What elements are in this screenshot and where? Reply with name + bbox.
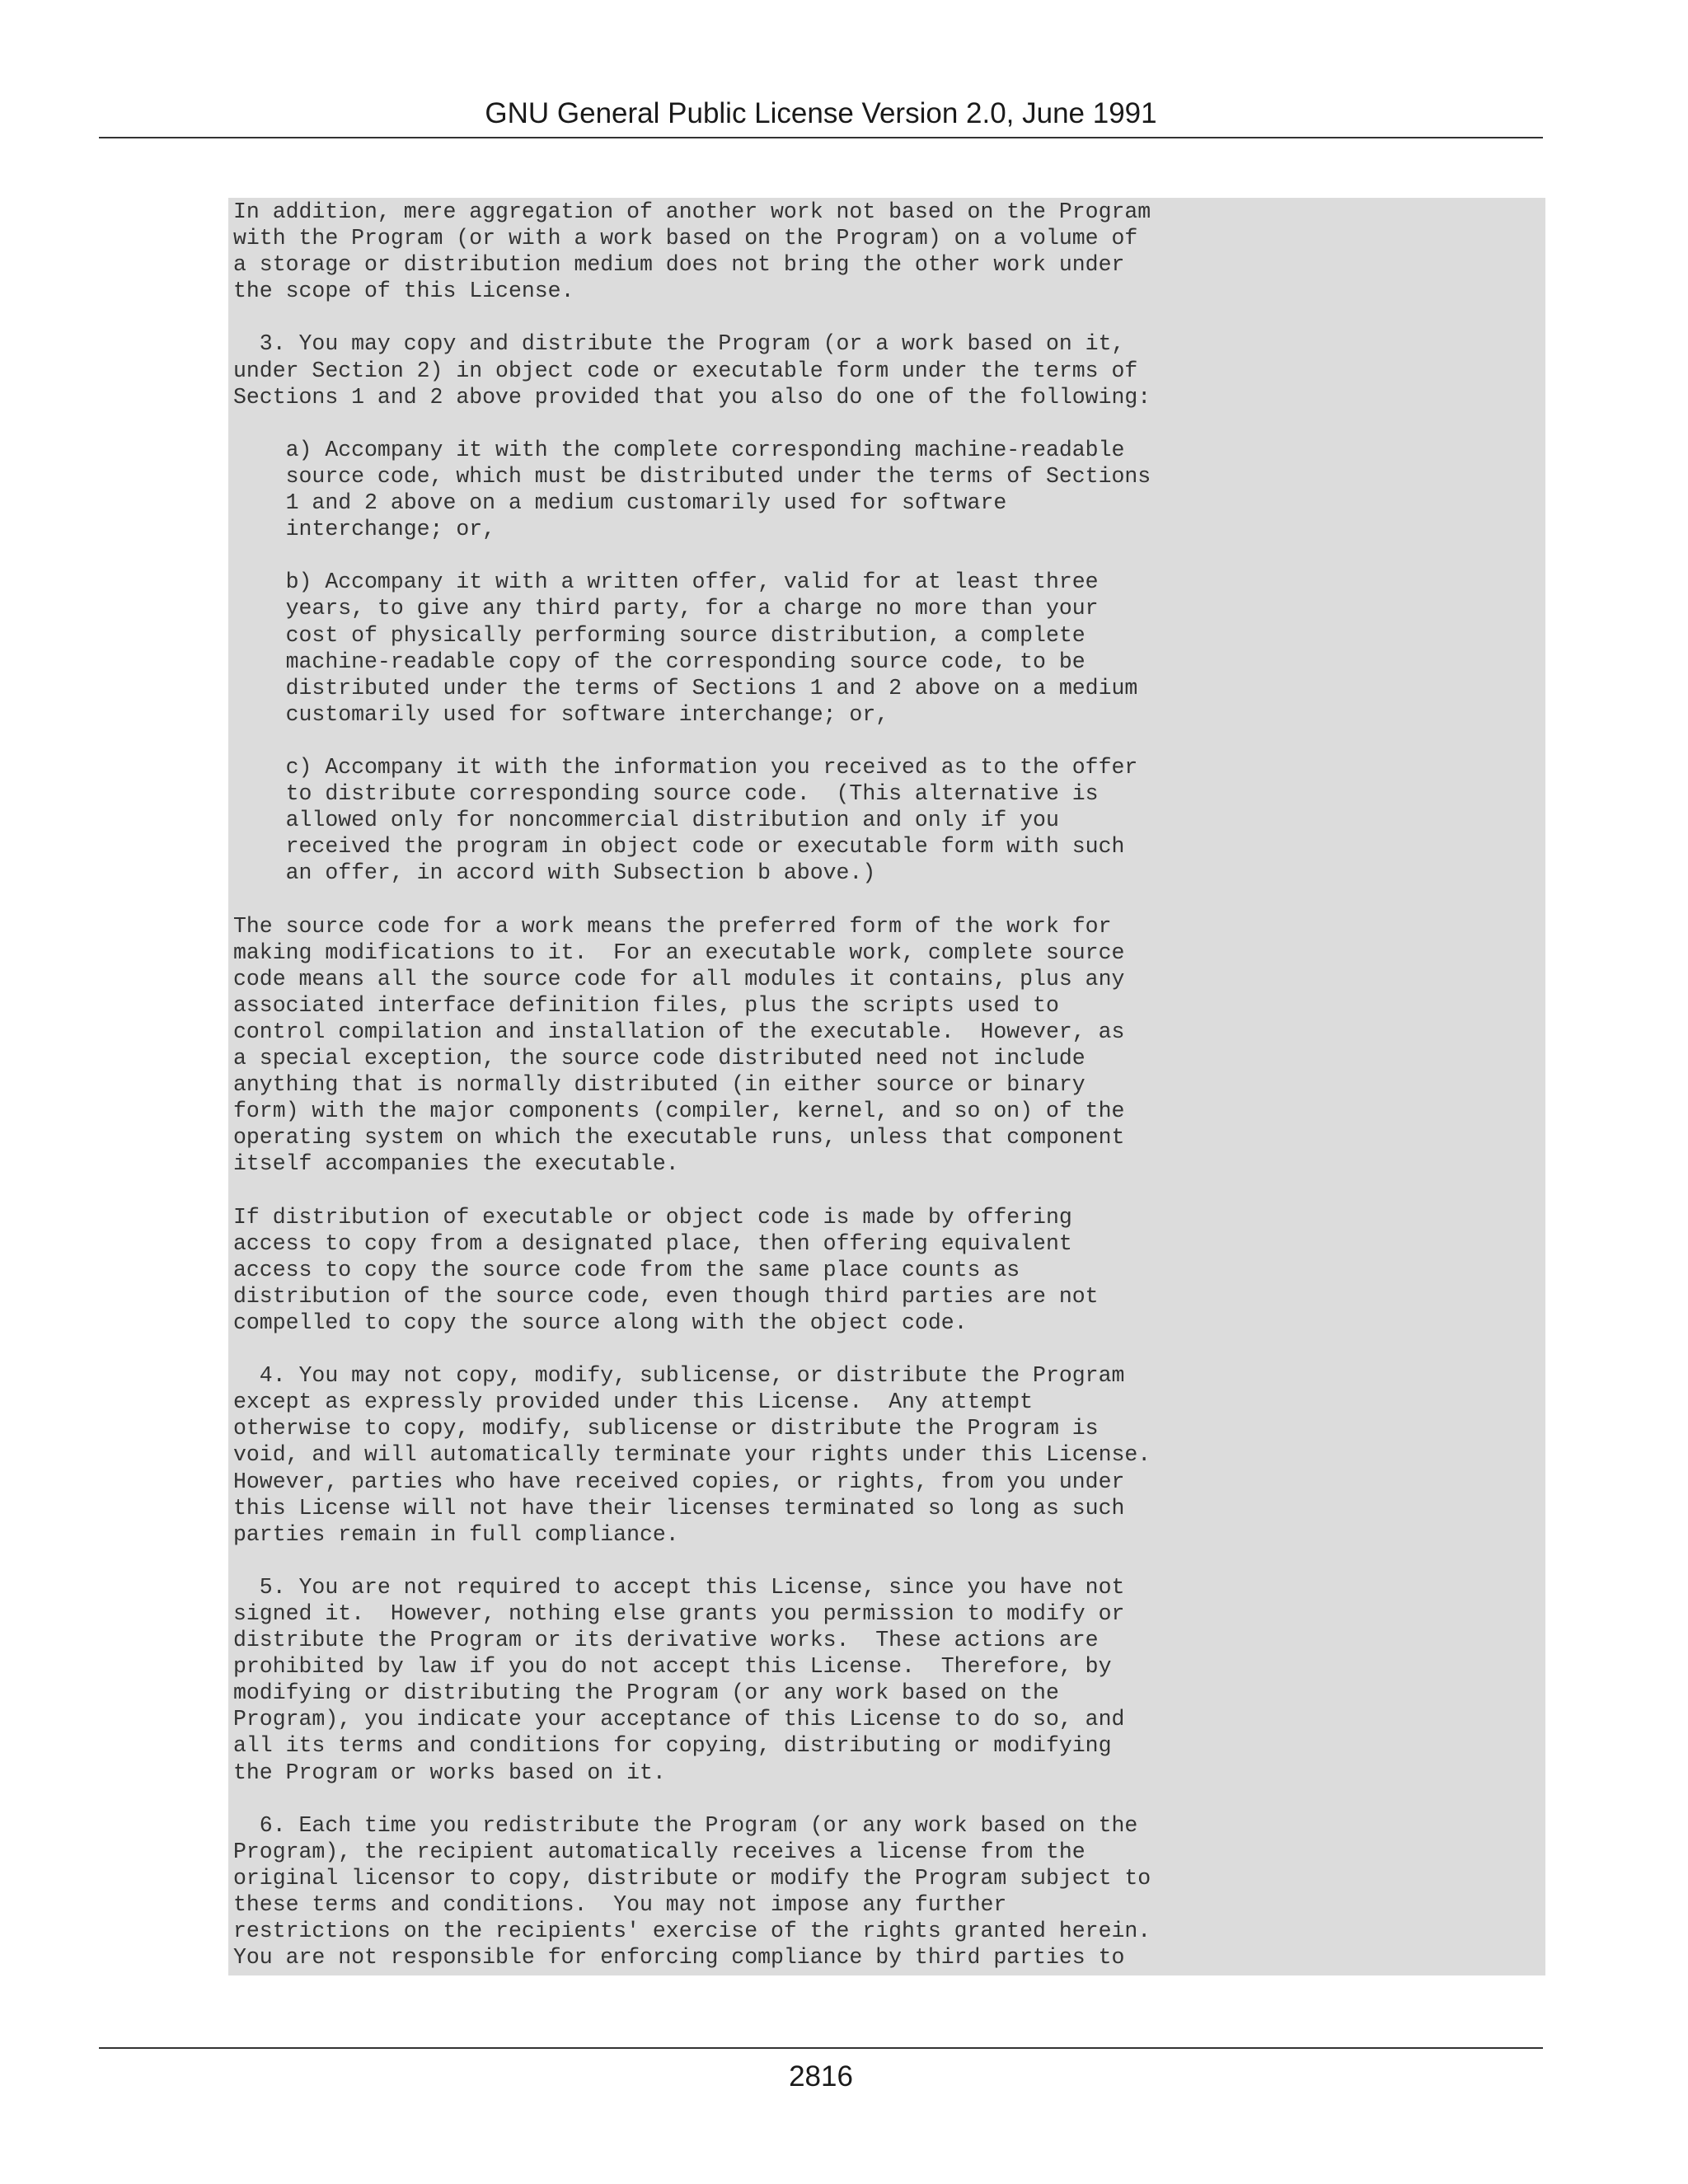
license-text-line	[228, 1548, 1545, 1574]
license-text-line: signed it. However, nothing else grants you permission to modify or	[233, 1601, 1125, 1626]
license-text-line: machine-readable copy of the corresponding source code, to be	[233, 649, 1085, 674]
license-text-line: itself accompanies the executable.	[233, 1151, 679, 1177]
license-text-line: parties remain in full compliance.	[233, 1521, 679, 1547]
license-text-line	[228, 304, 1545, 330]
license-text-line: customarily used for software interchange; or,	[233, 701, 889, 727]
license-text-line: original licensor to copy, distribute or modify the Program subject to	[233, 1865, 1151, 1891]
license-text-line: distribution of the source code, even though third parties are not	[233, 1283, 1099, 1309]
license-text-line: distribute the Program or its derivative works. These actions are	[233, 1628, 1099, 1653]
license-text-line: the Program or works based on it.	[233, 1760, 666, 1785]
license-text-line: The source code for a work means the preferred form of the work for	[233, 913, 1112, 939]
license-text-line	[228, 410, 1545, 437]
license-text-line	[228, 542, 1545, 569]
license-text-line: restrictions on the recipients' exercise of the rights granted herein.	[233, 1919, 1151, 1944]
license-text-line: except as expressly provided under this License. Any attempt	[233, 1390, 1034, 1415]
license-text-line: access to copy from a designated place, then offering equivalent	[233, 1230, 1072, 1256]
license-text-line: 6. Each time you redistribute the Program (or any work based on the	[233, 1812, 1138, 1838]
license-text-line	[228, 728, 1545, 754]
license-text-line	[228, 1177, 1545, 1203]
license-text-line: otherwise to copy, modify, sublicense or distribute the Program is	[233, 1416, 1099, 1441]
license-text-line	[228, 1336, 1545, 1362]
license-text-line: all its terms and conditions for copying, distributing or modifying	[233, 1733, 1112, 1759]
license-text-line: to distribute corresponding source code. (This alternative is	[233, 781, 1099, 807]
license-text-line: distributed under the terms of Sections 1 and 2 above on a medium	[233, 675, 1138, 701]
page-header: GNU General Public License Version 2.0, June 1991	[485, 97, 1157, 129]
license-text-line: cost of physically performing source distribution, a complete	[233, 622, 1085, 648]
license-text-line: a storage or distribution medium does not bring the other work under	[233, 252, 1125, 278]
license-text-block	[228, 198, 1545, 1975]
license-text-line: anything that is normally distributed (in either source or binary	[233, 1072, 1085, 1098]
license-text-line: You are not responsible for enforcing compliance by third parties to	[233, 1945, 1125, 1971]
license-text-line: c) Accompany it with the information you received as to the offer	[233, 754, 1138, 780]
license-text-line: Program), the recipient automatically receives a license from the	[233, 1839, 1085, 1864]
license-text-line: 1 and 2 above on a medium customarily used for software	[233, 490, 1007, 516]
license-text-line: this License will not have their licenses terminated so long as such	[233, 1495, 1125, 1521]
license-text-line: control compilation and installation of the executable. However, as	[233, 1019, 1125, 1044]
license-text-line: compelled to copy the source along with the object code.	[233, 1310, 968, 1335]
license-text-line: received the program in object code or executable form with such	[233, 834, 1125, 860]
license-text-line: code means all the source code for all modules it contains, plus any	[233, 966, 1125, 991]
license-text-line: 4. You may not copy, modify, sublicense, or distribute the Program	[233, 1363, 1125, 1389]
license-text-line: under Section 2) in object code or executable form under the terms of	[233, 358, 1138, 383]
license-text-line: prohibited by law if you do not accept this License. Therefore, by	[233, 1654, 1112, 1680]
license-text-lines	[228, 198, 1545, 1971]
footer-divider	[99, 2047, 1543, 2049]
header-divider	[99, 137, 1543, 138]
license-text-line: In addition, mere aggregation of another work not based on the Program	[233, 199, 1151, 224]
license-text-line: an offer, in accord with Subsection b above.)	[233, 860, 876, 886]
license-text-line: interchange; or,	[233, 517, 496, 542]
page-number: 2816	[789, 2060, 853, 2093]
license-text-line: associated interface definition files, plus the scripts used to	[233, 992, 1059, 1018]
license-text-line: 3. You may copy and distribute the Program (or a work based on it,	[233, 331, 1125, 357]
license-text-line: form) with the major components (compiler, kernel, and so on) of the	[233, 1099, 1125, 1124]
license-text-line: 5. You are not required to accept this License, since you have not	[233, 1574, 1125, 1600]
license-text-line: allowed only for noncommercial distribution and only if you	[233, 808, 1059, 833]
license-text-line: However, parties who have received copies, or rights, from you under	[233, 1469, 1125, 1494]
license-text-line: a) Accompany it with the complete corresponding machine-readable	[233, 437, 1125, 462]
license-text-line	[228, 886, 1545, 912]
license-text-line: these terms and conditions. You may not impose any further	[233, 1892, 1007, 1917]
license-text-line: void, and will automatically terminate your rights under this License.	[233, 1442, 1151, 1468]
license-text-line: operating system on which the executable runs, unless that component	[233, 1125, 1125, 1151]
license-text-line: making modifications to it. For an executable work, complete source	[233, 940, 1125, 965]
license-text-line: b) Accompany it with a written offer, valid for at least three	[233, 569, 1099, 595]
license-text-line: source code, which must be distributed under the terms of Sections	[233, 463, 1151, 489]
license-text-line	[228, 1786, 1545, 1812]
license-text-line: with the Program (or with a work based on the Program) on a volume of	[233, 226, 1138, 251]
license-text-line: Program), you indicate your acceptance of this License to do so, and	[233, 1707, 1125, 1732]
license-text-line: Sections 1 and 2 above provided that you also do one of the following:	[233, 384, 1151, 410]
license-text-line: access to copy the source code from the same place counts as	[233, 1257, 1020, 1282]
license-text-line: years, to give any third party, for a charge no more than your	[233, 596, 1099, 621]
license-text-line: a special exception, the source code distributed need not include	[233, 1046, 1085, 1071]
license-text-line: the scope of this License.	[233, 279, 574, 304]
license-text-line: If distribution of executable or object code is made by offering	[233, 1204, 1072, 1230]
license-text-line: modifying or distributing the Program (or any work based on the	[233, 1680, 1059, 1706]
